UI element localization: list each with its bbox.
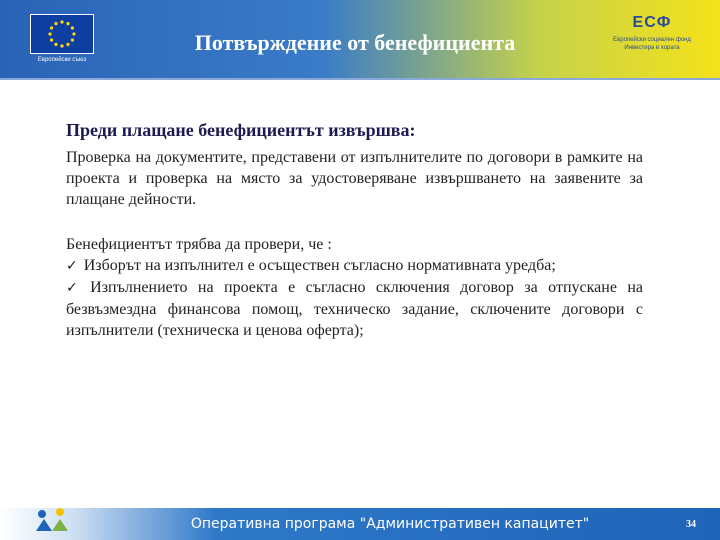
slide-footer <box>0 508 720 540</box>
header-divider <box>0 78 720 80</box>
checkmark-icon: ✓ <box>66 280 85 296</box>
esf-caption-line2: Инвестира в хората <box>624 45 680 51</box>
check-item-text: Изборът на изпълнител е осъществен съгласно нормативната уредба; <box>83 257 556 274</box>
slide-content <box>66 120 643 341</box>
content-paragraph-1: Проверка на документите, представени от изпълнителите по договори в рамките на проекта и проверка на място за удостоверяване извършването на заявените за плащане дейности. <box>66 149 643 208</box>
eu-flag-icon <box>30 14 94 54</box>
esf-mark: ЕСФ <box>632 14 672 31</box>
content-paragraph-2: Бенефициентът трябва да провери, че : <box>66 236 332 253</box>
check-item-text: Изпълнението на проекта е съгласно сключения договор за отпускане на безвъзмездна финансова помощ, техническо задание, сключените договори с изпълнители (техническа и ценова оферта); <box>66 279 644 339</box>
esf-logo <box>602 14 702 70</box>
check-item <box>66 255 643 277</box>
esf-caption <box>602 36 702 52</box>
content-heading: Преди плащане бенефициентът извършва: <box>66 120 416 140</box>
checkmark-icon: ✓ <box>66 258 78 274</box>
eu-stars-icon <box>31 15 93 53</box>
program-logo-icon <box>32 505 76 537</box>
slide-header <box>0 0 720 80</box>
esf-caption-line1: Европейски социален фонд <box>613 37 691 43</box>
page-number: 34 <box>686 519 696 530</box>
spacer <box>66 210 643 234</box>
eu-caption: Европейски съюз <box>37 57 87 63</box>
slide-title: Потвърждение от бенефициента <box>194 30 516 55</box>
check-item <box>66 277 643 341</box>
footer-program: Оперативна програма "Административен капацитет" <box>190 516 590 532</box>
eu-logo <box>30 14 94 66</box>
